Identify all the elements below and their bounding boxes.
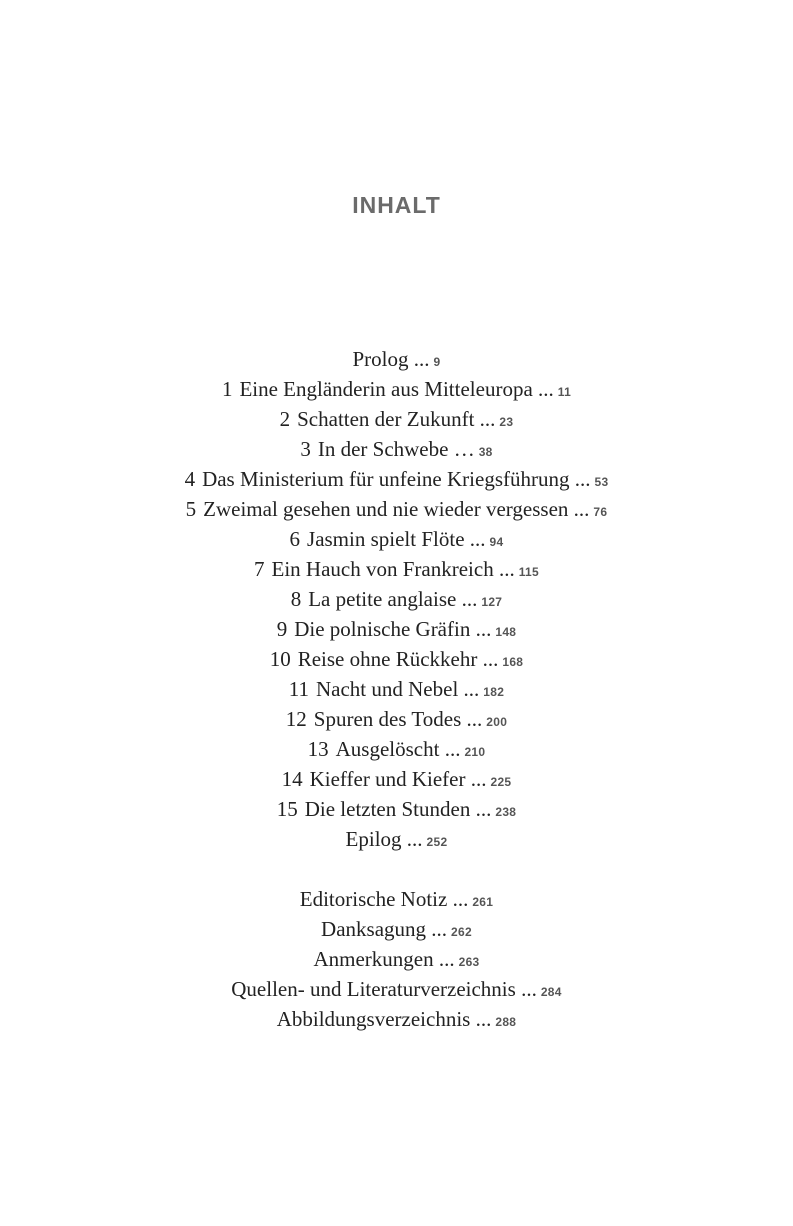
entry-leader-dots: ... xyxy=(521,977,537,1001)
entry-title: Quellen- und Literaturverzeichnis xyxy=(231,977,516,1001)
chapter-number: 13 xyxy=(307,737,329,761)
back-matter-entry xyxy=(0,914,793,944)
toc-entry xyxy=(0,644,793,674)
entry-title: Epilog xyxy=(345,827,402,851)
entry-leader-dots: ... xyxy=(469,527,486,551)
toc-entry xyxy=(0,824,793,854)
entry-title: Reise ohne Rückkehr xyxy=(297,647,478,671)
entry-leader-dots: ... xyxy=(461,587,478,611)
entry-title: Nacht und Nebel xyxy=(316,677,459,701)
chapter-number: 2 xyxy=(279,407,291,431)
page-number: 200 xyxy=(486,715,508,729)
toc-entry xyxy=(0,764,793,794)
entry-title: Eine Engländerin aus Mitteleuropa xyxy=(239,377,533,401)
entry-leader-dots: ... xyxy=(573,497,590,521)
entry-leader-dots: ... xyxy=(406,827,423,851)
chapter-number: 9 xyxy=(276,617,288,641)
chapter-number: 14 xyxy=(281,767,303,791)
back-matter-entry xyxy=(0,944,793,974)
entry-title: Anmerkungen xyxy=(313,947,434,971)
entry-leader-dots: ... xyxy=(431,917,448,941)
page-number: 9 xyxy=(433,355,441,369)
table-of-contents xyxy=(0,344,793,854)
entry-leader-dots: ... xyxy=(479,407,496,431)
entry-leader-dots: ... xyxy=(466,707,483,731)
entry-title: Prolog xyxy=(352,347,409,371)
toc-entry xyxy=(0,524,793,554)
page-number: 288 xyxy=(495,1015,517,1029)
entry-title: Danksagung xyxy=(321,917,427,941)
chapter-number: 6 xyxy=(289,527,301,551)
entry-title: Abbildungsverzeichnis xyxy=(276,1007,471,1031)
toc-entry xyxy=(0,494,793,524)
page-number: 210 xyxy=(464,745,486,759)
toc-entry xyxy=(0,464,793,494)
entry-title: Die polnische Gräfin xyxy=(294,617,471,641)
entry-leader-dots: ... xyxy=(452,887,469,911)
chapter-number: 1 xyxy=(221,377,233,401)
chapter-number: 8 xyxy=(290,587,302,611)
entry-title: Ein Hauch von Frankreich xyxy=(271,557,494,581)
entry-title: Editorische Notiz xyxy=(299,887,448,911)
chapter-number: 11 xyxy=(288,677,309,701)
page-number: 252 xyxy=(426,835,448,849)
page-number: 115 xyxy=(518,565,539,579)
chapter-number: 15 xyxy=(276,797,298,821)
chapter-number: 4 xyxy=(184,467,196,491)
entry-title: In der Schwebe xyxy=(317,437,449,461)
page-number: 284 xyxy=(540,985,562,999)
entry-leader-dots: ... xyxy=(444,737,461,761)
chapter-number: 5 xyxy=(185,497,197,521)
page-number: 182 xyxy=(483,685,505,699)
toc-entry xyxy=(0,704,793,734)
page-title: INHALT xyxy=(352,192,441,218)
chapter-number: 12 xyxy=(285,707,307,731)
entry-title: Spuren des Todes xyxy=(313,707,462,731)
entry-leader-dots: ... xyxy=(498,557,515,581)
back-matter-list xyxy=(0,884,793,1034)
entry-leader-dots: ... xyxy=(538,377,554,401)
toc-entry xyxy=(0,614,793,644)
page-number: 94 xyxy=(489,535,504,549)
back-matter-entry xyxy=(0,1004,793,1034)
entry-leader-dots: … xyxy=(453,437,475,461)
entry-title: La petite anglaise xyxy=(308,587,457,611)
entry-leader-dots: ... xyxy=(475,1007,492,1031)
chapter-number: 10 xyxy=(269,647,291,671)
page-number: 23 xyxy=(499,415,514,429)
page-number: 11 xyxy=(557,385,572,399)
back-matter-entry xyxy=(0,884,793,914)
entry-leader-dots: ... xyxy=(475,797,492,821)
page-number: 148 xyxy=(495,625,517,639)
page-number: 127 xyxy=(481,595,503,609)
toc-entry xyxy=(0,794,793,824)
page-number: 238 xyxy=(495,805,517,819)
entry-leader-dots: ... xyxy=(413,347,430,371)
entry-leader-dots: ... xyxy=(475,617,492,641)
page-number: 261 xyxy=(472,895,494,909)
entry-title: Kieffer und Kiefer xyxy=(309,767,466,791)
entry-title: Das Ministerium für unfeine Kriegsführung xyxy=(202,467,570,491)
entry-leader-dots: ... xyxy=(470,767,487,791)
entry-leader-dots: ... xyxy=(482,647,499,671)
page-number: 53 xyxy=(594,475,609,489)
entry-title: Schatten der Zukunft xyxy=(297,407,475,431)
entry-title: Die letzten Stunden xyxy=(304,797,471,821)
page-number: 262 xyxy=(451,925,472,939)
chapter-number: 7 xyxy=(254,557,265,581)
entry-leader-dots: ... xyxy=(438,947,455,971)
toc-entry xyxy=(0,554,793,584)
toc-entry xyxy=(0,584,793,614)
toc-entry xyxy=(0,674,793,704)
chapter-number: 3 xyxy=(300,437,311,461)
toc-entry xyxy=(0,374,793,404)
entry-title: Zweimal gesehen und nie wieder vergessen xyxy=(203,497,569,521)
entry-title: Jasmin spielt Flöte xyxy=(307,527,465,551)
page-number: 38 xyxy=(478,445,493,459)
toc-entry xyxy=(0,404,793,434)
page-number: 76 xyxy=(593,505,608,519)
entry-leader-dots: ... xyxy=(574,467,591,491)
toc-entry xyxy=(0,734,793,764)
page-number: 263 xyxy=(458,955,480,969)
entry-title: Ausgelöscht xyxy=(335,737,440,761)
page-number: 168 xyxy=(502,655,524,669)
toc-entry xyxy=(0,434,793,464)
toc-entry xyxy=(0,344,793,374)
entry-leader-dots: ... xyxy=(463,677,480,701)
page-number: 225 xyxy=(490,775,512,789)
back-matter-entry xyxy=(0,974,793,1004)
